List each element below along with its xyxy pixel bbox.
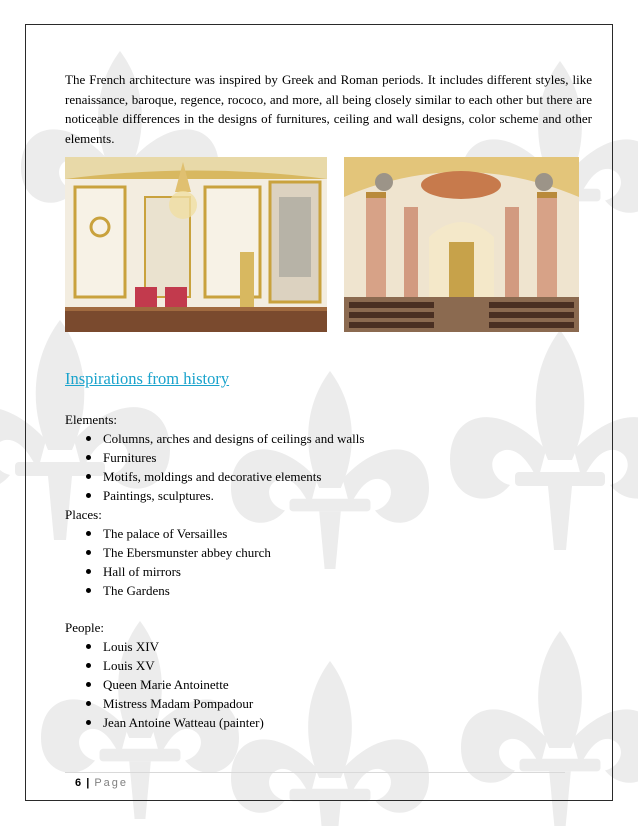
abbey-church-image	[344, 157, 579, 332]
bullet-icon	[86, 474, 91, 479]
page-number: 6	[75, 777, 82, 789]
people-list	[65, 637, 592, 732]
list-item: The Gardens	[65, 581, 592, 600]
elements-label: Elements:	[65, 412, 117, 427]
bullet-icon	[86, 550, 91, 555]
intro-paragraph: The French architecture was inspired by Greek and Roman periods. It includes different styles, like renaissance, baroque, regence, rococo, and more, all being closely similar to each other but there are noticeable differences in the designs of furnitures, ceiling and wall designs, color scheme and other elements.	[65, 72, 592, 146]
rococo-room-image	[65, 157, 327, 332]
list-item: Louis XIV	[65, 637, 592, 656]
list-item: Queen Marie Antoinette	[65, 675, 592, 694]
bullet-icon	[86, 720, 91, 725]
page-number-label	[65, 777, 565, 789]
list-item: Jean Antoine Watteau (painter)	[65, 713, 592, 732]
bullet-icon	[86, 644, 91, 649]
page-content	[65, 70, 592, 732]
list-item: Hall of mirrors	[65, 562, 592, 581]
list-item: Motifs, moldings and decorative elements	[65, 467, 592, 486]
places-label: Places:	[65, 507, 102, 522]
people-label: People:	[65, 620, 104, 635]
bullet-icon	[86, 569, 91, 574]
bullet-icon	[86, 436, 91, 441]
list-item: Mistress Madam Pompadour	[65, 694, 592, 713]
photo-row	[65, 157, 592, 333]
places-list	[65, 524, 592, 600]
bullet-icon	[86, 663, 91, 668]
elements-list	[65, 429, 592, 505]
list-item: Columns, arches and designs of ceilings and walls	[65, 429, 592, 448]
page-footer	[65, 772, 565, 789]
list-item: The Ebersmunster abbey church	[65, 543, 592, 562]
bullet-icon	[86, 588, 91, 593]
page-word: Page	[94, 777, 129, 789]
bullet-icon	[86, 493, 91, 498]
footer-divider	[65, 772, 565, 773]
list-item: Furnitures	[65, 448, 592, 467]
bullet-icon	[86, 701, 91, 706]
bullet-icon	[86, 682, 91, 687]
footer-separator: |	[86, 777, 90, 789]
section-heading: Inspirations from history	[65, 369, 230, 388]
bullet-icon	[86, 455, 91, 460]
list-item: Louis XV	[65, 656, 592, 675]
list-item: The palace of Versailles	[65, 524, 592, 543]
list-item: Paintings, sculptures.	[65, 486, 592, 505]
bullet-icon	[86, 531, 91, 536]
